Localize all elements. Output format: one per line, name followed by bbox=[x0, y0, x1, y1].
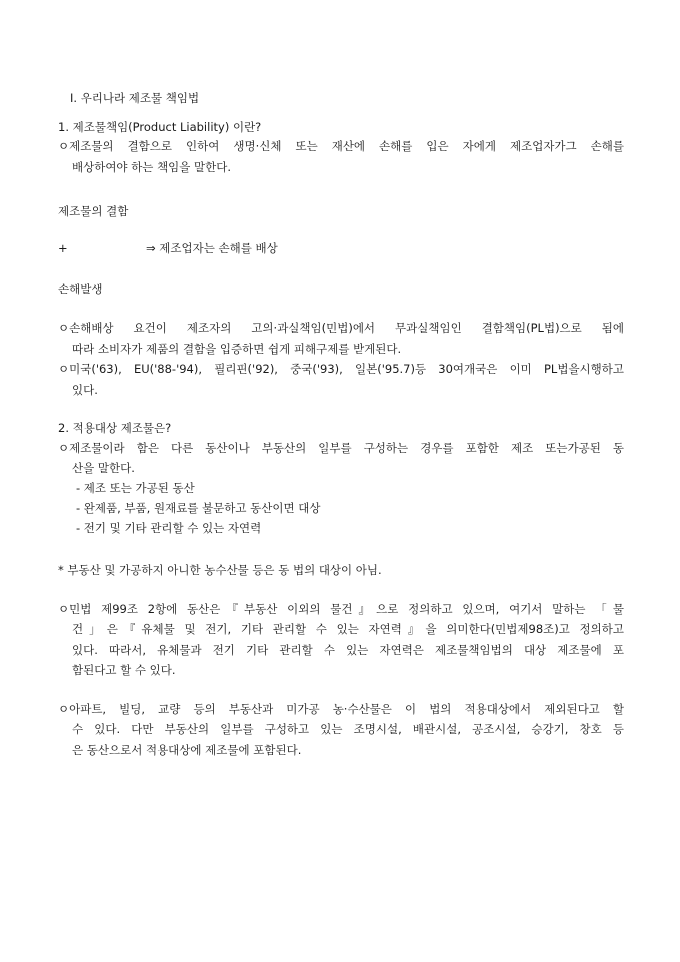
arrow-text: ⇒ 제조업자는 손해를 배상 bbox=[146, 241, 278, 255]
plus-symbol: + bbox=[58, 241, 68, 255]
section2-bullet2-line4: 함된다고 할 수 있다. bbox=[72, 663, 176, 677]
section1-heading: 1. 제조물책임(Product Liability) 이란? bbox=[58, 120, 262, 134]
section2-bullet1-line2: 산을 말한다. bbox=[72, 461, 135, 475]
section1-bullet3-line2: 있다. bbox=[72, 383, 98, 397]
document-title: Ⅰ. 우리나라 제조물 책임법 bbox=[70, 91, 200, 105]
section2-sub-item: - 전기 및 기타 관리할 수 있는 자연력 bbox=[76, 521, 262, 535]
defect-label: 제조물의 결함 bbox=[58, 204, 129, 218]
section1-bullet1-line2: 배상하여야 하는 책임을 말한다. bbox=[72, 160, 232, 174]
section2-note: * 부동산 및 가공하지 아니한 농수산물 등은 동 법의 대상이 아님. bbox=[58, 563, 382, 577]
section2-bullet3-line2: 수 있다. 다만 부동산의 일부를 구성하고 있는 조명시설, 배관시설, 공조시설, 승강기, 창호 등 bbox=[72, 722, 624, 736]
section2-bullet2-line1: ㅇ민법 제99조 2항에 동산은『부동산 이외의 물건』으로 정의하고 있으며, 여기서 말하는 「물 bbox=[58, 602, 624, 616]
section1-bullet2-line2: 따라 소비자가 제품의 결함을 입증하면 쉽게 피해구제를 받게된다. bbox=[72, 342, 402, 356]
damage-label: 손해발생 bbox=[58, 282, 103, 296]
section2-bullet3-line1: ㅇ아파트, 빌딩, 교량 등의 부동산과 미가공 농·수산물은 이 법의 적용대상에서 제외된다고 할 bbox=[58, 702, 624, 716]
section2-bullet3-line3: 은 동산으로서 적용대상에 제조물에 포함된다. bbox=[72, 743, 302, 757]
section1-bullet1-line1: ㅇ제조물의 결함으로 인하여 생명·신체 또는 재산에 손해를 입은 자에게 제조업자가그 손해를 bbox=[58, 139, 624, 153]
section2-heading: 2. 적용대상 제조물은? bbox=[58, 421, 172, 435]
section2-bullet2-line2: 건」은『유체물 및 전기, 기타 관리할 수 있는 자연력』을 의미한다(민법제98조)고 정의하고 bbox=[72, 622, 624, 636]
section1-bullet3-line1: ㅇ미국('63), EU('88-'94), 필리핀('92), 중국('93), 일본('95.7)등 30여개국은 이미 PL법을시행하고 bbox=[58, 362, 624, 376]
section2-bullet1-line1: ㅇ제조물이라 함은 다른 동산이나 부동산의 일부를 구성하는 경우를 포함한 제조 또는가공된 동 bbox=[58, 441, 624, 455]
section2-sub-item: - 제조 또는 가공된 동산 bbox=[76, 481, 195, 495]
section2-bullet2-line3: 있다. 따라서, 유체물과 전기 기타 관리할 수 있는 자연력은 제조물책임법의 대상 제조물에 포 bbox=[72, 643, 624, 657]
section1-bullet2-line1: ㅇ손해배상 요건이 제조자의 고의·과실책임(민법)에서 무과실책임인 결함책임(PL법)으로 됨에 bbox=[58, 321, 624, 335]
section2-sub-item: - 완제품, 부품, 원재료를 불문하고 동산이면 대상 bbox=[76, 501, 321, 515]
